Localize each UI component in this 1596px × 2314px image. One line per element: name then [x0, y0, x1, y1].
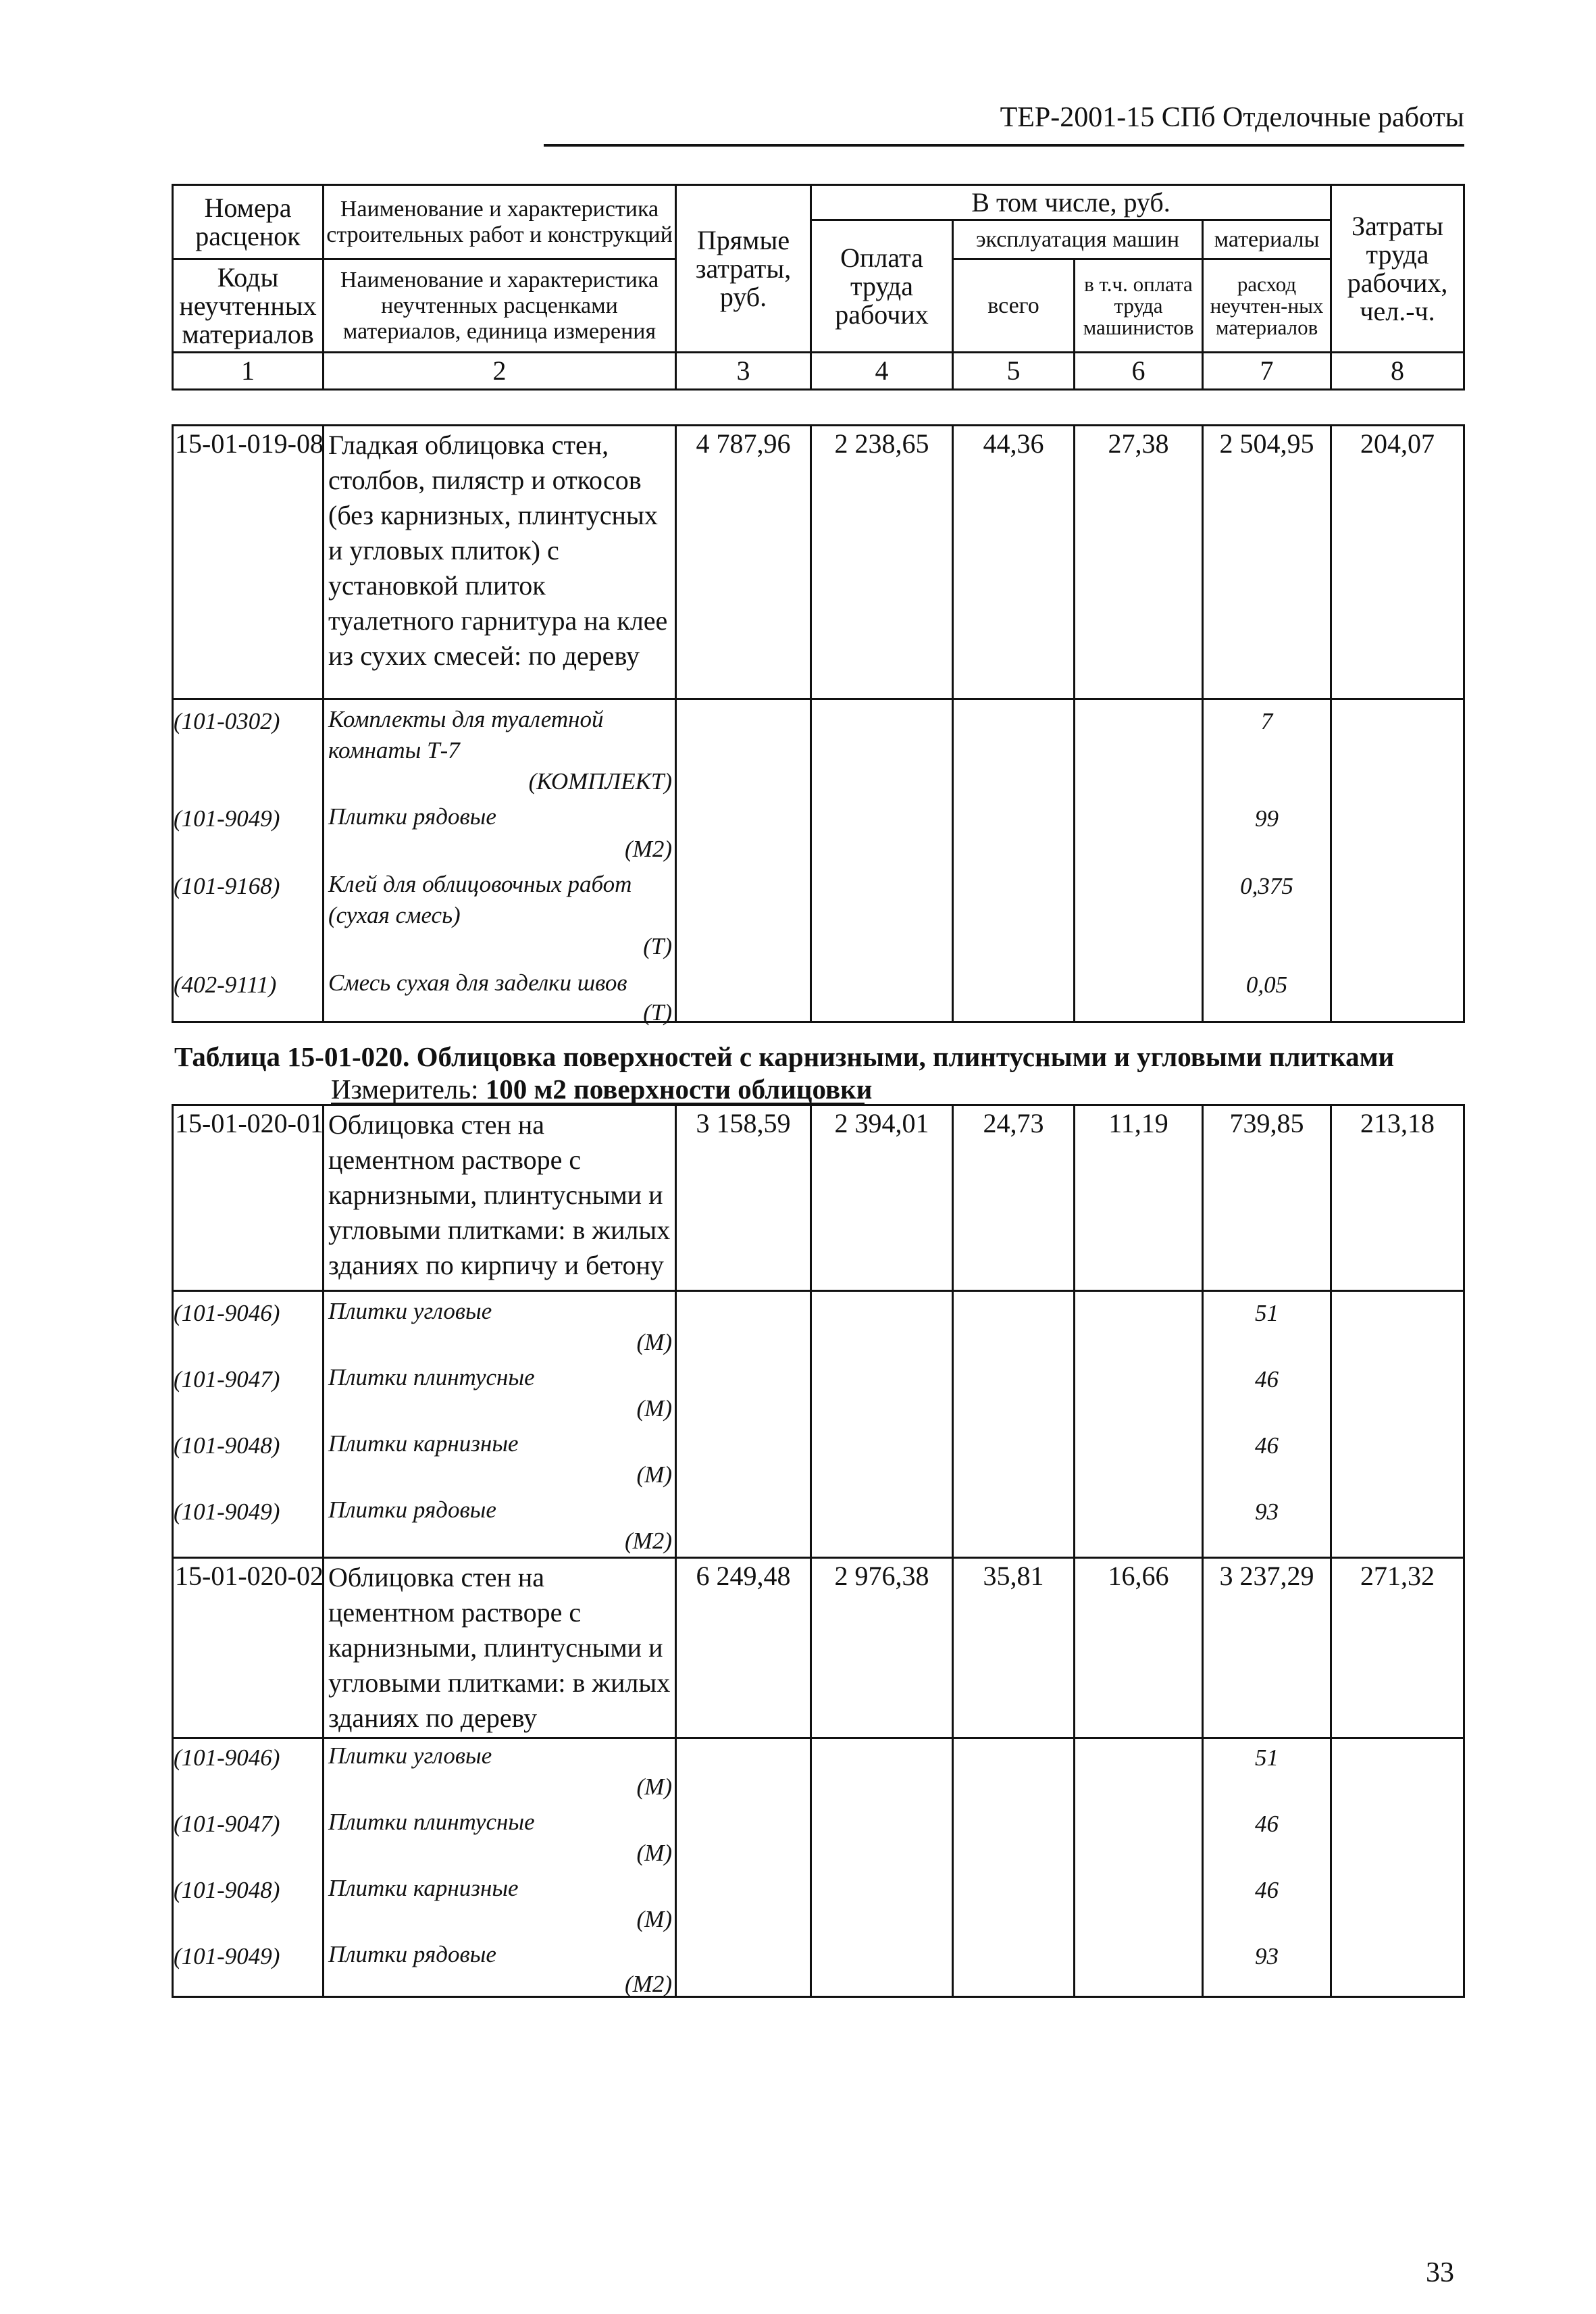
page-number: 33 — [1426, 2257, 1454, 2288]
running-header: ТЕР-2001-15 СПб Отделочные работы — [1000, 102, 1464, 133]
header-direct-costs: Прямые затраты, руб. — [676, 185, 811, 353]
measure-label: Измеритель: — [331, 1074, 479, 1105]
materials-row — [173, 1291, 1464, 1558]
machinists-pay: 27,38 — [1075, 426, 1203, 699]
material-code: (101-9049) — [174, 1499, 280, 1525]
column-number-2: 2 — [324, 353, 676, 390]
material-code: (101-9168) — [174, 873, 280, 899]
material-unit: (М) — [636, 1461, 672, 1488]
header-machines-total: всего — [953, 259, 1075, 353]
material-quantity: 46 — [1255, 1432, 1279, 1459]
rate-description: Облицовка стен на цементном растворе с карнизными, плинтусными и угловыми плитками: в жилых зданиях по кирпичу и бетону — [324, 1105, 676, 1291]
material-code: (101-9049) — [174, 805, 280, 832]
header-machinists-pay: в т.ч. оплата труда машинистов — [1075, 259, 1203, 353]
column-number-6: 6 — [1075, 353, 1203, 390]
material-unit: (Т) — [643, 933, 672, 959]
column-number-4: 4 — [811, 353, 953, 390]
labor-hours: 213,18 — [1331, 1105, 1464, 1291]
direct-costs: 3 158,59 — [676, 1105, 811, 1291]
material-quantity: 93 — [1255, 1943, 1279, 1969]
material-quantity: 51 — [1255, 1744, 1279, 1771]
rate-row — [173, 1558, 1464, 1738]
material-quantity: 7 — [1260, 708, 1273, 734]
material-quantity: 46 — [1255, 1877, 1279, 1903]
machinists-pay: 11,19 — [1075, 1105, 1203, 1291]
header-work-name: Наименование и характеристика строительных работ и конструкций — [324, 185, 676, 259]
material-name: Комплекты для туалетной комнаты Т-7 — [328, 706, 604, 763]
header-material-codes: Коды неучтенных материалов — [173, 259, 324, 353]
material-quantity: 46 — [1255, 1366, 1279, 1392]
material-unit: (М) — [636, 1329, 672, 1355]
rate-code: 15-01-019-08 — [173, 426, 324, 699]
column-number-7: 7 — [1203, 353, 1331, 390]
rate-code: 15-01-020-01 — [173, 1105, 324, 1291]
material-name: Плитки плинтусные — [328, 1809, 535, 1835]
material-name: Клей для облицовочных работ (сухая смесь) — [328, 871, 632, 928]
material-unit: (Т) — [643, 999, 672, 1026]
material-name: Плитки угловые — [328, 1298, 492, 1324]
material-name: Плитки плинтусные — [328, 1364, 535, 1390]
machines-total: 35,81 — [953, 1558, 1075, 1738]
header-machine-operation: эксплуатация машин — [953, 220, 1203, 259]
material-name: Плитки рядовые — [328, 1941, 496, 1967]
column-number-8: 8 — [1331, 353, 1464, 390]
measure-value: 100 м2 поверхности облицовки — [485, 1074, 873, 1105]
material-code: (101-9048) — [174, 1432, 280, 1459]
material-unit: (М) — [636, 1395, 672, 1422]
header-rule — [544, 144, 1464, 147]
material-code: (101-9046) — [174, 1300, 280, 1326]
material-quantity: 51 — [1255, 1300, 1279, 1326]
materials-cost: 2 504,95 — [1203, 426, 1331, 699]
material-name: Смесь сухая для заделки швов — [328, 970, 627, 996]
direct-costs: 4 787,96 — [676, 426, 811, 699]
materials-cost: 739,85 — [1203, 1105, 1331, 1291]
measure-line — [331, 1073, 872, 1105]
material-code: (101-9046) — [174, 1744, 280, 1771]
column-number-3: 3 — [676, 353, 811, 390]
header-labor-pay: Оплата труда рабочих — [811, 220, 953, 353]
direct-costs: 6 249,48 — [676, 1558, 811, 1738]
labor-pay: 2 238,65 — [811, 426, 953, 699]
header-materials: материалы — [1203, 220, 1331, 259]
column-number-5: 5 — [953, 353, 1075, 390]
rate-description: Облицовка стен на цементном растворе с карнизными, плинтусными и угловыми плитками: в жилых зданиях по дереву — [324, 1558, 676, 1738]
material-name: Плитки карнизные — [328, 1430, 519, 1457]
material-quantity: 0,375 — [1240, 873, 1293, 899]
materials-row — [173, 699, 1464, 1022]
material-unit: (М2) — [625, 1528, 672, 1554]
material-code: (402-9111) — [174, 972, 277, 998]
material-name: Плитки угловые — [328, 1742, 492, 1769]
labor-pay: 2 394,01 — [811, 1105, 953, 1291]
header-rate-numbers: Номера расценок — [173, 185, 324, 259]
machines-total: 44,36 — [953, 426, 1075, 699]
material-code: (101-9047) — [174, 1811, 280, 1837]
labor-pay: 2 976,38 — [811, 1558, 953, 1738]
material-name: Плитки карнизные — [328, 1875, 519, 1901]
column-header-table — [172, 184, 1465, 391]
material-name: Плитки рядовые — [328, 1496, 496, 1523]
material-quantity: 99 — [1255, 805, 1279, 832]
machines-total: 24,73 — [953, 1105, 1075, 1291]
material-quantity: 46 — [1255, 1811, 1279, 1837]
material-unit: (М) — [636, 1774, 672, 1800]
material-code: (101-9047) — [174, 1366, 280, 1392]
material-name: Плитки рядовые — [328, 803, 496, 830]
materials-row — [173, 1738, 1464, 1997]
material-unit: (М) — [636, 1840, 672, 1866]
table-caption: Таблица 15-01-020. Облицовка поверхностей с карнизными, плинтусными и угловыми плитками — [174, 1041, 1395, 1072]
material-code: (101-9049) — [174, 1943, 280, 1969]
header-labor-hours: Затраты труда рабочих, чел.-ч. — [1331, 185, 1464, 353]
machinists-pay: 16,66 — [1075, 1558, 1203, 1738]
material-quantity: 0,05 — [1245, 972, 1288, 998]
material-code: (101-0302) — [174, 708, 280, 734]
labor-hours: 204,07 — [1331, 426, 1464, 699]
material-code: (101-9048) — [174, 1877, 280, 1903]
rate-row — [173, 1105, 1464, 1291]
rate-row — [173, 426, 1464, 699]
rate-description: Гладкая облицовка стен, столбов, пилястр и откосов (без карнизных, плинтусных и угловых плиток) с установкой плиток туалетного гарнитура на клее из сухих смесей: по дереву — [324, 426, 676, 699]
material-unit: (М) — [636, 1906, 672, 1932]
header-unaccounted-materials: расход неучтен-ных материалов — [1203, 259, 1331, 353]
column-number-1: 1 — [173, 353, 324, 390]
rates-table-020 — [172, 1104, 1465, 1998]
header-material-names: Наименование и характеристика неучтенных расценками материалов, единица измерения — [324, 259, 676, 353]
materials-cost: 3 237,29 — [1203, 1558, 1331, 1738]
material-unit: (М2) — [625, 836, 672, 862]
material-unit: (КОМПЛЕКТ) — [528, 768, 672, 795]
rate-code: 15-01-020-02 — [173, 1558, 324, 1738]
rates-table-019 — [172, 424, 1465, 1026]
labor-hours: 271,32 — [1331, 1558, 1464, 1738]
material-unit: (М2) — [625, 1971, 672, 1997]
material-quantity: 93 — [1255, 1499, 1279, 1525]
header-including: В том числе, руб. — [811, 185, 1331, 220]
